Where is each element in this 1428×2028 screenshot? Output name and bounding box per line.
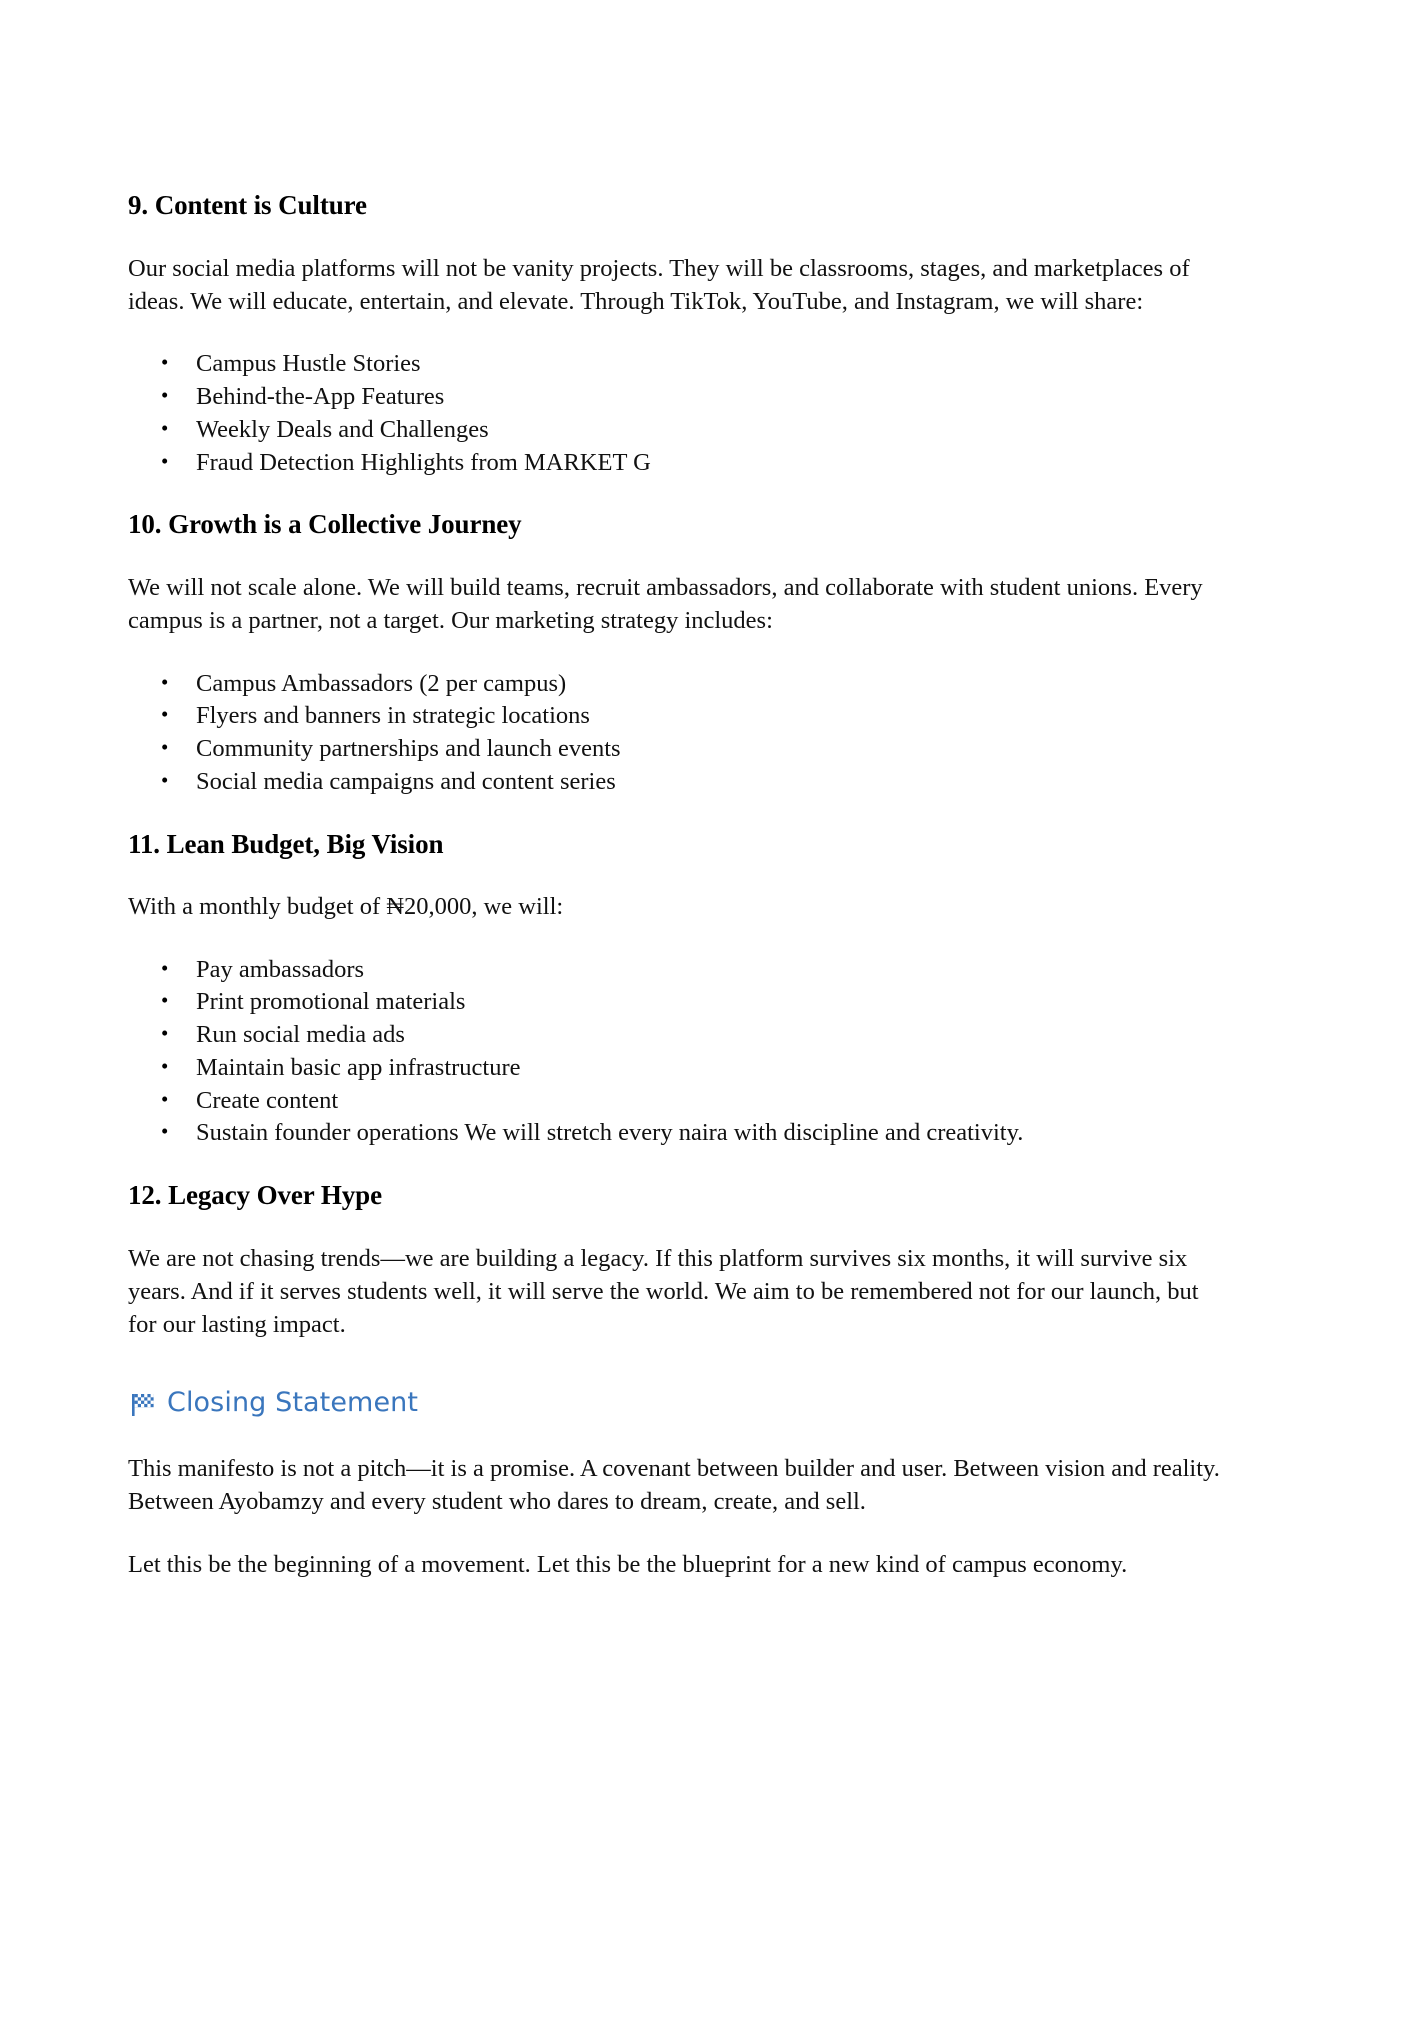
list-item: • Sustain founder operations We will stretch every naira with discipline and creativity. [128, 1117, 1228, 1150]
list-item: • Create content [128, 1085, 1228, 1118]
list-item: • Social media campaigns and content series [128, 766, 1228, 799]
list-item: • Campus Hustle Stories [128, 348, 1228, 381]
bullet-list-9 [128, 348, 1228, 479]
bullet-list-10 [128, 668, 1228, 799]
bullet-list-11 [128, 954, 1228, 1150]
section-paragraph-9: Our social media platforms will not be vanity projects. They will be classrooms, stages, and marketplaces of ideas. We will educate, entertain, and elevate. Through TikTok, YouTube, and Instagram, we will share: [128, 254, 1190, 316]
list-item: • Maintain basic app infrastructure [128, 1052, 1228, 1085]
section-heading-10: 10. Growth is a Collective Journey [128, 509, 522, 540]
list-item: • Campus Ambassadors (2 per campus) [128, 668, 1228, 701]
list-item: • Weekly Deals and Challenges [128, 414, 1228, 447]
closing-paragraph-1: This manifesto is not a pitch—it is a promise. A covenant between builder and user. Between vision and reality. Between Ayobamzy and every student who dares to dream, create, and sell. [128, 1454, 1220, 1516]
list-item: • Behind-the-App Features [128, 381, 1228, 414]
section-heading-11: 11. Lean Budget, Big Vision [128, 828, 444, 859]
checkered-flag-icon [128, 1389, 158, 1419]
section-paragraph-11: With a monthly budget of ₦20,000, we will: [128, 893, 564, 921]
list-item: • Print promotional materials [128, 986, 1228, 1019]
section-heading-12: 12. Legacy Over Hype [128, 1179, 382, 1210]
document-body [128, 190, 1228, 1582]
section-heading-9: 9. Content is Culture [128, 190, 367, 220]
list-item: • Run social media ads [128, 1019, 1228, 1052]
list-item: • Flyers and banners in strategic locations [128, 700, 1228, 733]
section-paragraph-12: We are not chasing trends—we are building a legacy. If this platform survives six months, it will survive six years. And if it serves students well, it will serve the world. We aim to be remembered not for our launch, but for our lasting impact. [128, 1244, 1199, 1339]
list-item: • Fraud Detection Highlights from MARKET G [128, 447, 1228, 480]
closing-statement-label: Closing Statement [167, 1386, 419, 1418]
closing-paragraph-2: Let this be the beginning of a movement. Let this be the blueprint for a new kind of campus economy. [128, 1551, 1128, 1579]
list-item: • Community partnerships and launch events [128, 733, 1228, 766]
closing-statement-heading [128, 1388, 1228, 1418]
list-item: • Pay ambassadors [128, 954, 1228, 987]
section-paragraph-10: We will not scale alone. We will build teams, recruit ambassadors, and collaborate with student unions. Every campus is a partner, not a target. Our marketing strategy includes: [128, 574, 1203, 635]
